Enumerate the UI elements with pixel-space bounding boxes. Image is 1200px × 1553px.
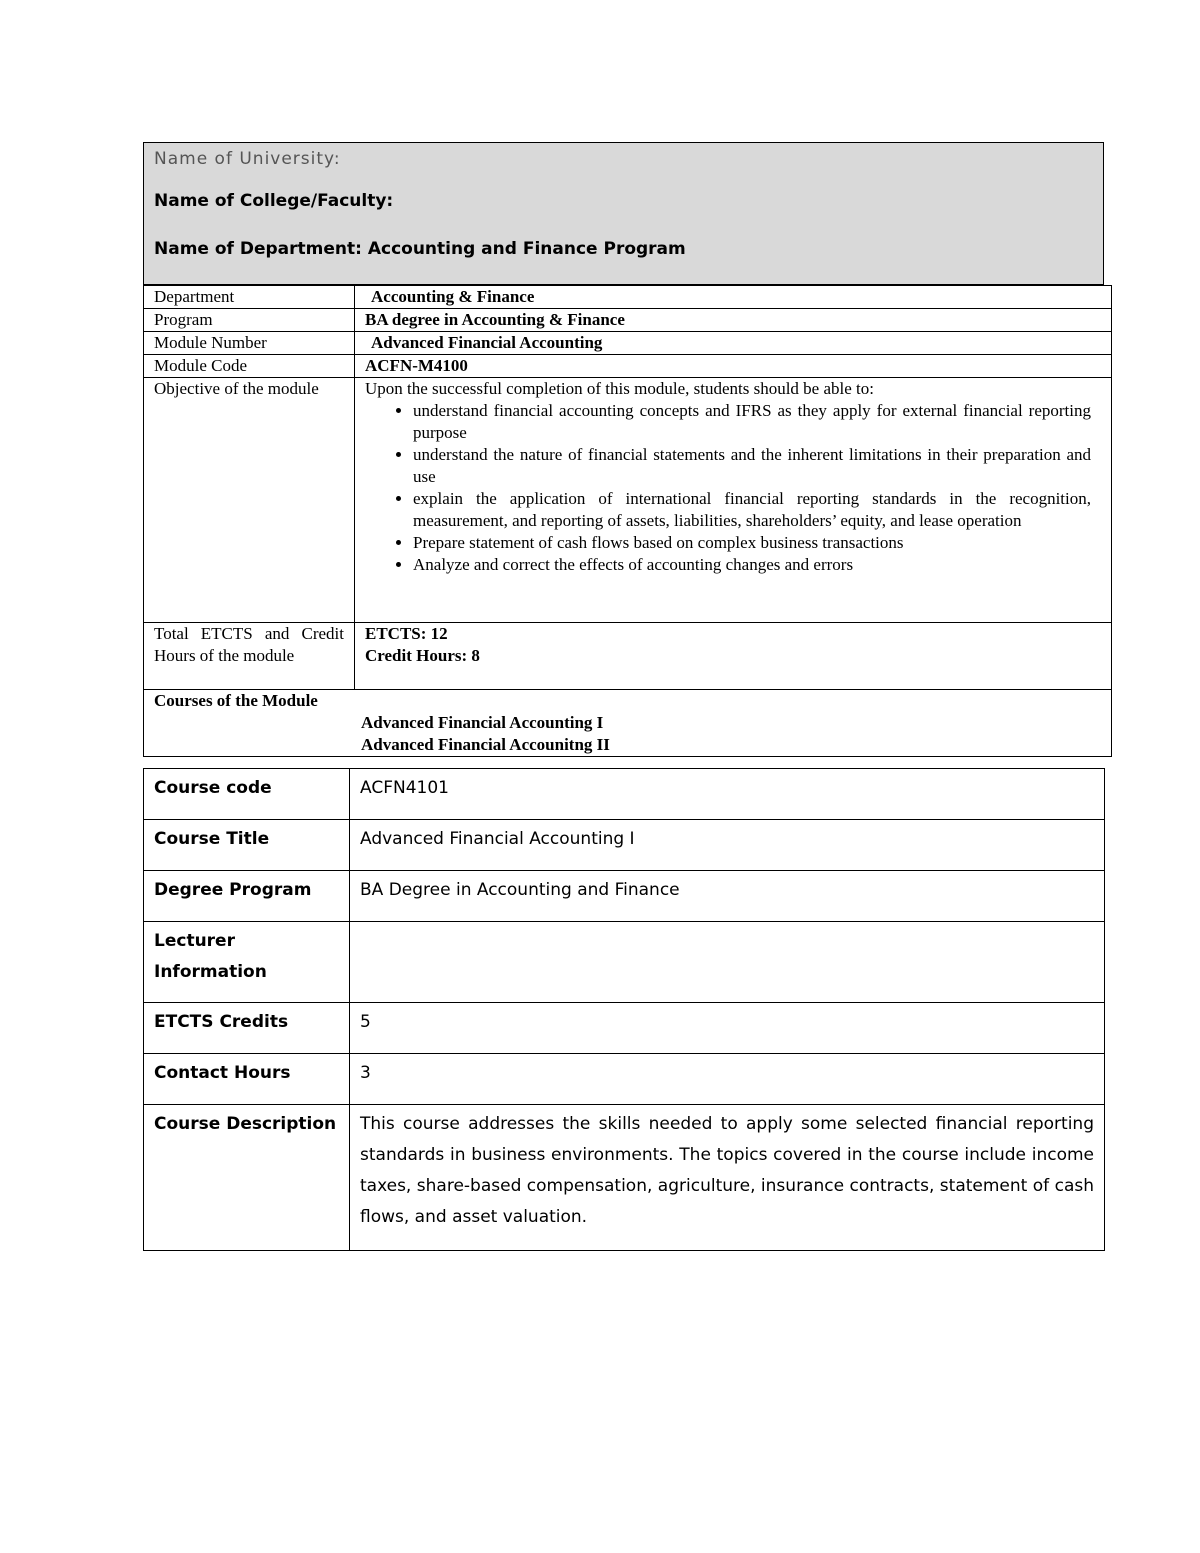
program-row-label: Program: [144, 309, 355, 332]
objective-cell: [355, 378, 1112, 623]
courses-cell: [144, 690, 1112, 757]
etcts-credits-label: ETCTS Credits: [144, 1003, 350, 1054]
institution-header: [143, 142, 1104, 285]
module-table: [143, 285, 1112, 757]
objective-list: [365, 400, 1101, 576]
course-title-label: Course Title: [144, 820, 350, 871]
degree-program-value: BA Degree in Accounting and Finance: [350, 871, 1105, 922]
course-table: [143, 768, 1105, 1251]
list-item: Advanced Financial Accounting I: [361, 713, 604, 732]
course-description-label: Course Description: [144, 1105, 350, 1251]
course-code-label: Course code: [144, 769, 350, 820]
course-code-value: ACFN4101: [350, 769, 1105, 820]
table-row: [144, 690, 1112, 757]
table-row: [144, 1003, 1105, 1054]
table-row: [144, 332, 1112, 355]
credits-cell: [355, 623, 1112, 690]
lecturer-label: Lecturer Information: [144, 922, 350, 1003]
list-item: • Prepare statement of cash flows based on complex business transactions: [413, 532, 1101, 554]
course-title-value: Advanced Financial Accounting I: [350, 820, 1105, 871]
etcts-credits-value: 5: [350, 1003, 1105, 1054]
table-row: [144, 820, 1105, 871]
courses-list: [154, 712, 1101, 756]
department-label: Name of Department: Accounting and Finance Program: [154, 239, 686, 259]
list-item: • explain the application of international financial reporting standards in the recognition, measurement, and reporting of assets, liabilities, shareholders’ equity, and lease operation: [413, 488, 1101, 532]
program-row-value: BA degree in Accounting & Finance: [355, 309, 1112, 332]
objective-intro: Upon the successful completion of this module, students should be able to:: [365, 379, 874, 398]
university-label: Name of University:: [154, 149, 341, 169]
department-row-label: Department: [144, 286, 355, 309]
table-row: [144, 1105, 1105, 1251]
module-number-value: Advanced Financial Accounting: [355, 332, 1112, 355]
contact-hours-value: 3: [350, 1054, 1105, 1105]
table-row: [144, 769, 1105, 820]
list-item: • Analyze and correct the effects of accounting changes and errors: [413, 554, 1101, 576]
department-row-value: Accounting & Finance: [355, 286, 1112, 309]
module-number-label: Module Number: [144, 332, 355, 355]
college-label: Name of College/Faculty:: [154, 191, 394, 211]
course-description-value: This course addresses the skills needed to apply some selected financial reporting standards in business environments. The topics covered in the course include income taxes, share-based compensation, agriculture, insurance contracts, statement of cash flows, and asset valuation.: [350, 1105, 1105, 1251]
list-item: • understand the nature of financial statements and the inherent limitations in their preparation and use: [413, 444, 1101, 488]
table-row: [144, 309, 1112, 332]
module-code-value: ACFN-M4100: [355, 355, 1112, 378]
list-item: • understand financial accounting concepts and IFRS as they apply for external financial reporting purpose: [413, 400, 1101, 444]
degree-program-label: Degree Program: [144, 871, 350, 922]
table-row: [144, 355, 1112, 378]
module-code-label: Module Code: [144, 355, 355, 378]
table-row: [144, 378, 1112, 623]
table-row: [144, 871, 1105, 922]
courses-label: Courses of the Module: [154, 691, 318, 710]
lecturer-value: [350, 922, 1105, 1003]
credits-label: Total ETCTS and Credit Hours of the module: [144, 623, 355, 690]
etcts-value: ETCTS: 12: [365, 624, 448, 643]
table-row: [144, 286, 1112, 309]
table-row: [144, 922, 1105, 1003]
contact-hours-label: Contact Hours: [144, 1054, 350, 1105]
credit-hours-value: Credit Hours: 8: [365, 646, 480, 665]
table-row: [144, 1054, 1105, 1105]
table-row: [144, 623, 1112, 690]
objective-label: Objective of the module: [144, 378, 355, 623]
list-item: Advanced Financial Accounitng II: [361, 735, 610, 754]
